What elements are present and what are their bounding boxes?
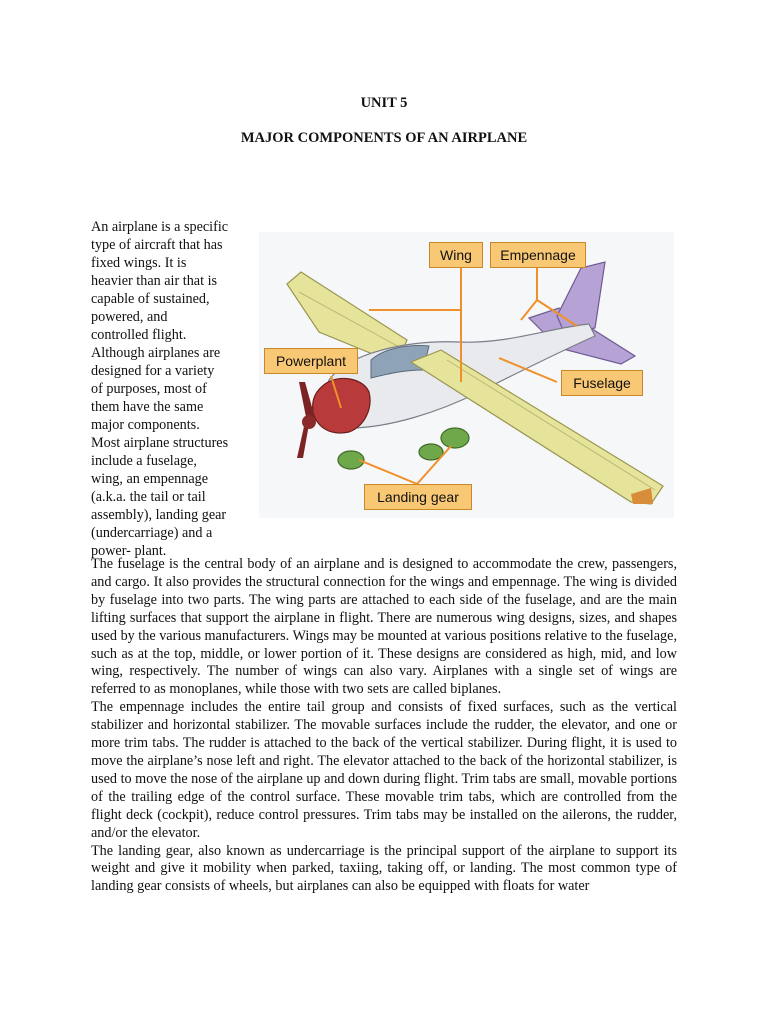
vertical-stabilizer [557, 262, 605, 334]
intro-line: An airplane is a specific [91, 219, 229, 235]
main-wheel-left [441, 428, 469, 448]
intro-line: major components. [91, 417, 200, 433]
wing-label: Wing [429, 242, 483, 268]
intro-line: capable of sustained, [91, 291, 210, 307]
powerplant-label: Powerplant [264, 348, 358, 374]
intro-line: assembly), landing gear [91, 507, 227, 523]
intro-line: powered, and [91, 309, 168, 325]
landing-gear-paragraph: The landing gear, also known as undercarriage is the principal support of the airplane to support its weight and give it mobility when parked, taxiing, taking off, or landing. The most common type of landing gear consists of wheels, but airplanes can also be equipped with floats for water [91, 842, 677, 895]
intro-line: power- plant. [91, 543, 167, 559]
intro-line: heavier than air that is [91, 273, 218, 289]
intro-line: designed for a variety [91, 363, 215, 379]
intro-line: them have the same [91, 399, 204, 415]
airplane-diagram [259, 232, 674, 518]
intro-line: (undercarriage) and a [91, 525, 213, 541]
intro-line: (a.k.a. the tail or tail [91, 489, 206, 505]
intro-line: wing, an empennage [91, 471, 209, 487]
intro-line: of purposes, most of [91, 381, 207, 397]
unit-heading: UNIT 5 [360, 95, 408, 111]
intro-paragraph [91, 218, 243, 560]
intro-line: type of aircraft that has [91, 237, 223, 253]
empennage-label: Empennage [490, 242, 586, 268]
empennage-paragraph: The empennage includes the entire tail group and consists of fixed surfaces, such as the vertical stabilizer and horizontal stabilizer. The movable surfaces include the rudder, the elevator, and one or more trim tabs. The rudder is attached to the back of the vertical stabilizer. During flight, it is used to move the airplane’s nose left and right. The elevator attached to the back of the horizontal stabilizer, is used to move the nose of the airplane up and down during flight. Trim tabs are small, movable portions of the trailing edge of the control surface. These movable trim tabs, which are controlled from the flight deck (cockpit), reduce control pressures. Trim tabs may be installed on the ailerons, the rudder, and/or the elevator. [91, 699, 677, 841]
intro-line: Although airplanes are [91, 345, 221, 361]
intro-line: include a fuselage, [91, 453, 197, 469]
document-title: MAJOR COMPONENTS OF AN AIRPLANE [240, 130, 528, 146]
intro-line: fixed wings. It is [91, 255, 187, 271]
landing-gear-label: Landing gear [364, 484, 472, 510]
body-text [91, 556, 677, 896]
intro-line: controlled flight. [91, 327, 187, 343]
intro-line: Most airplane structures [91, 435, 229, 451]
fuselage-label: Fuselage [561, 370, 643, 396]
fuselage-paragraph: The fuselage is the central body of an airplane and is designed to accommodate the crew, passengers, and cargo. It also provides the structural connection for the wings and empennage. The wing is divided by fuselage into two parts. The wing parts are attached to each side of the fuselage, and are the main lifting surfaces that support the airplane in flight. There are numerous wing designs, sizes, and shapes used by the various manufacturers. Wings may be mounted at various positions relative to the fuselage, such as at the top, middle, or lower portion of it. These designs are considered as high, mid, and low wing, respectively. The number of wings can also vary. Airplanes with a single set of wings are referred to as monoplanes, while those with two sets are called biplanes. [91, 556, 677, 698]
